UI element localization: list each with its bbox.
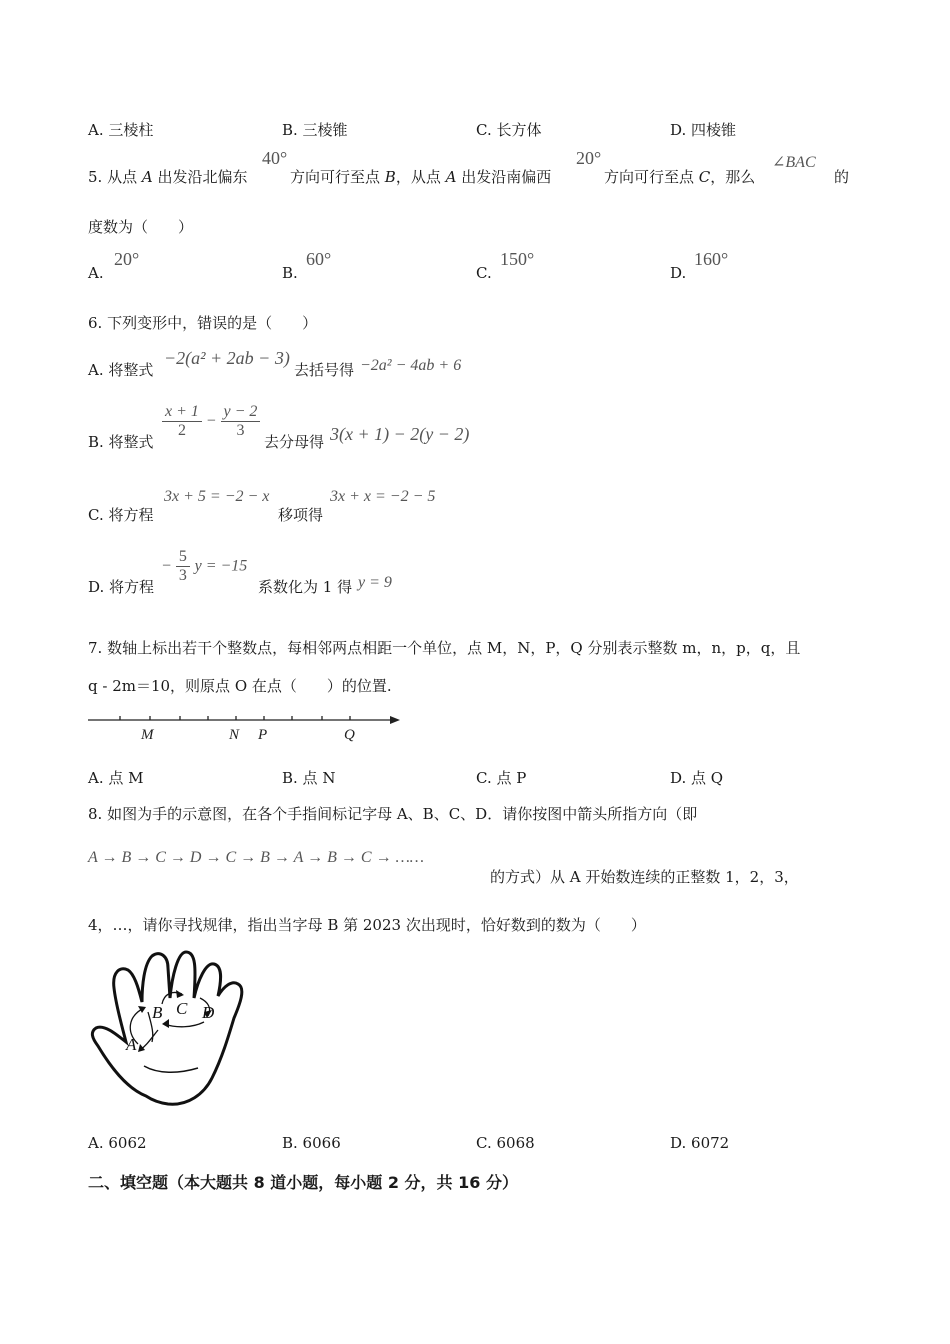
q6-c-expr2: 3x + x = −2 − 5: [330, 488, 436, 505]
q6-a-expr1: −2(a² + 2ab − 3): [164, 348, 290, 368]
q6-b-expr: 3(x + 1) − 2(y − 2): [330, 424, 470, 444]
q5-option-a-label: A.: [88, 264, 104, 282]
q7-option-b: B. 点 N: [282, 769, 336, 787]
q8-option-b: B. 6066: [282, 1134, 341, 1152]
axis-label-q: Q: [344, 727, 355, 743]
q7-stem-line1: 7. 数轴上标出若干个整数点，每相邻两点相距一个单位，点 M，N，P，Q 分别表示整数 m，n，p，q，且: [88, 639, 801, 657]
q6-d-label: D. 将方程: [88, 578, 155, 596]
q4-option-d: D. 四棱锥: [670, 121, 737, 139]
hand-label-a: A: [126, 1035, 137, 1054]
q6-a-expr2: −2a² − 4ab + 6: [360, 357, 462, 374]
q6-a-label: A. 将整式: [88, 361, 154, 379]
q7-option-d: D. 点 Q: [670, 769, 724, 787]
q5-angle-2: 20°: [576, 148, 602, 168]
q6-b-fraction-2: $\frac{y - 2}{3}$: [221, 403, 261, 440]
q6-d-expr2: y = 9: [358, 574, 392, 591]
section-2-title: 二、填空题（本大题共 8 道小题，每小题 2 分，共 16 分）: [88, 1173, 518, 1192]
q6-d-fraction: $\frac{5}{3}$: [176, 548, 190, 585]
q5-option-c-value: 150°: [500, 249, 535, 269]
q5-angle-1: 40°: [262, 148, 288, 168]
q7-number-line: [86, 708, 406, 748]
q6-b-fraction-1: $\frac{x + 1}{2}$: [162, 403, 202, 440]
q6-b-fraction-expr: $\frac{x + 1}{2}$ − $\frac{y - 2}{3}$: [162, 403, 260, 440]
q6-d-mid: 系数化为 1 得: [258, 578, 353, 596]
hand-label-d: D: [202, 1003, 215, 1022]
q4-option-b: B. 三棱锥: [282, 121, 348, 139]
axis-label-n: N: [229, 727, 240, 743]
hand-outline: [92, 952, 241, 1104]
q8-option-c: C. 6068: [476, 1134, 535, 1152]
q6-b-label: B. 将整式: [88, 433, 154, 451]
q6-b-mid: 去分母得: [264, 433, 325, 451]
q6-c-expr1: 3x + 5 = −2 − x: [164, 488, 270, 505]
q8-stem-line3: 4，…，请你寻找规律，指出当字母 B 第 2023 次出现时，恰好数到的数为（ ）: [88, 916, 646, 934]
q8-option-d: D. 6072: [670, 1134, 730, 1152]
number-line-arrow: [390, 716, 400, 724]
hand-label-c: C: [176, 999, 188, 1018]
q6-stem: 6. 下列变形中，错误的是（ ）: [88, 314, 318, 332]
q5-option-b-value: 60°: [306, 249, 332, 269]
q8-sequence: A → B → C → D → C → B → A → B → C → ……: [88, 849, 425, 866]
q6-c-mid: 移项得: [278, 506, 324, 524]
q7-option-c: C. 点 P: [476, 769, 527, 787]
q6-d-expr1-group: − $\frac{5}{3}$ y = −15: [162, 548, 248, 584]
q8-option-a: A. 6062: [88, 1134, 147, 1152]
q4-option-c: C. 长方体: [476, 121, 542, 139]
q5-stem-line2: 度数为（ ）: [88, 218, 194, 236]
q5-stem-line1c: 方向可行至点 C，那么: [604, 168, 756, 186]
q7-option-a: A. 点 M: [88, 769, 144, 787]
q4-option-a: A. 三棱柱: [88, 121, 154, 139]
q5-angle-bac: ∠BAC: [772, 154, 816, 171]
q5-option-b-label: B.: [282, 264, 298, 282]
q5-stem-tail: 的: [834, 168, 850, 186]
q6-c-label: C. 将方程: [88, 506, 154, 524]
q5-option-d-value: 160°: [694, 249, 729, 269]
axis-label-m: M: [141, 727, 154, 743]
q8-hand-figure: [88, 946, 254, 1116]
q5-stem-line1: 5. 从点 A 出发沿北偏东: [88, 168, 248, 186]
axis-label-p: P: [258, 727, 268, 743]
q5-option-d-label: D.: [670, 264, 687, 282]
hand-label-b: B: [152, 1003, 163, 1022]
q7-stem-line2: q - 2m＝10，则原点 O 在点（ ）的位置.: [88, 677, 392, 695]
q5-stem-line1b: 方向可行至点 B，从点 A 出发沿南偏西: [290, 168, 552, 186]
q8-stem-line2: 的方式）从 A 开始数连续的正整数 1，2，3，: [490, 868, 799, 886]
q5-option-a-value: 20°: [114, 249, 140, 269]
q6-a-mid: 去括号得: [294, 361, 355, 379]
q8-stem-line1: 8. 如图为手的示意图，在各个手指间标记字母 A、B、C、D．请你按图中箭头所指方向（即: [88, 805, 698, 823]
q5-option-c-label: C.: [476, 264, 492, 282]
